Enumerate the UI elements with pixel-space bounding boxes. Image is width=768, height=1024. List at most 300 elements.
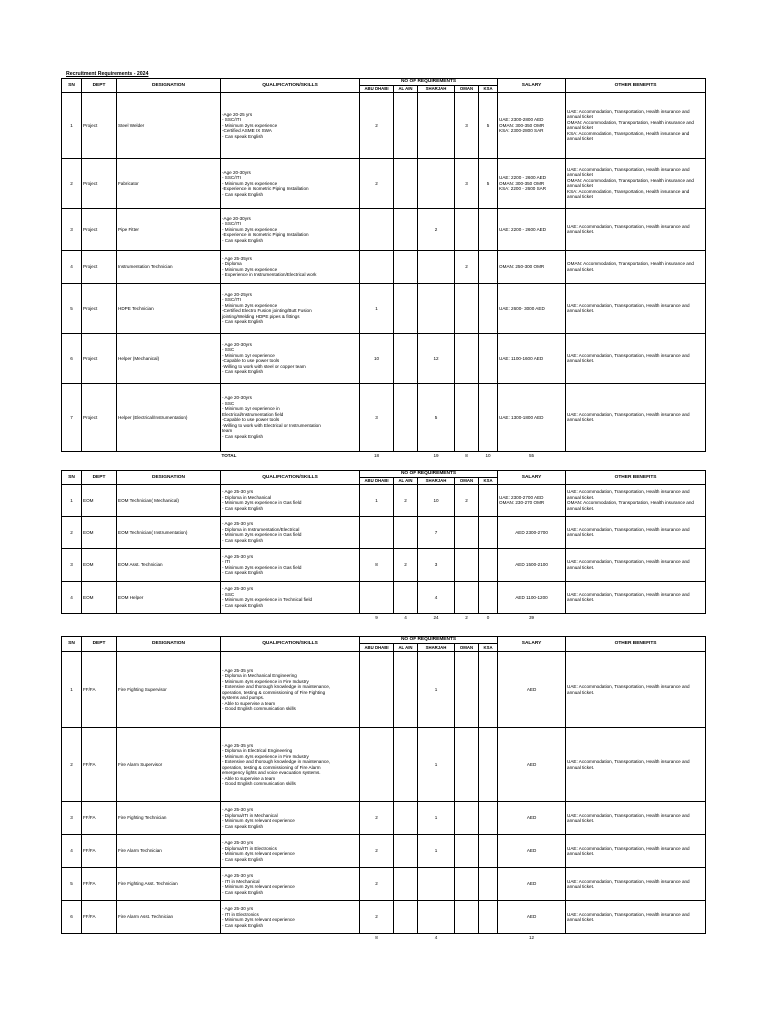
total-spacer [62,451,82,460]
qualification-line: - SSC [222,591,235,597]
qualification-line: - Minimum 2yrs experience [222,266,278,272]
oman-cell [455,548,479,581]
salary-line: UAE: 2200 - 2600 AED [499,175,547,180]
dept-cell: EOM [82,516,117,548]
table-row [62,652,706,728]
benefits-line: UAE: Accommodation, Transportation, Health insurance and annual ticket. [567,223,690,235]
abu-dhabi-cell [360,516,394,548]
table-row [62,283,706,333]
oman-cell [455,516,479,548]
total-ksa: 0 [486,615,490,620]
salary-cell [498,158,566,208]
designation-cell: Fire Alarm Supervisor [117,728,221,802]
salary-line: UAE: 2300-2700 AED [499,494,544,500]
qualification-line: - Can speak English [222,505,264,511]
ksa-cell [479,581,498,613]
total-spacer [82,934,117,943]
qualification-line: - Can speak English [222,889,264,895]
ksa-cell [479,548,498,581]
total-label [221,613,360,622]
benefits-line: UAE: Accommodation, Transportation, Health insurance and annual ticket. [567,812,690,823]
total-spacer [566,934,706,943]
total-sharjah: 4 [434,935,438,941]
total-label [221,934,360,943]
salary-cell [498,548,566,581]
dept-cell: EOM [82,548,117,581]
abu-dhabi-cell: 1 [360,283,394,333]
qualification-line: - SSC/ITI [222,221,241,226]
benefits-cell [566,581,706,613]
header-designation: DESIGNATION [117,637,221,652]
qualification-line: -Age 20-30yrs [222,169,251,175]
header-qualification: QUALIFICATION/SKILLS [221,471,360,485]
sn-cell: 3 [62,548,82,581]
salary-cell [498,92,566,158]
table-row [62,728,706,802]
qualification-line: - Minimum 2yrs relevant experience [222,884,295,889]
abu-dhabi-cell: 2 [360,901,394,934]
sn-cell: 4 [62,835,82,868]
sn-cell: 4 [62,250,82,283]
benefits-cell [566,484,706,516]
salary-line: UAE: 2300-2800 AED [499,117,544,122]
header-benefits: OTHER BENEFITS [566,79,706,93]
qualification-line: systems and pumps. [222,695,265,700]
dept-cell: Project [82,250,117,283]
salary-line: UAE: 2200 - 2600 AED [499,226,547,232]
salary-line: OMAN: 300-350 OMR [499,122,545,128]
qualification-line: - Extensive and thorough knowledge in maintenance, [222,759,331,764]
qualification-line: - Can speak English [222,433,264,439]
table-row [62,581,706,613]
qualification-line: - Good English communication skills [222,706,296,711]
header-requirements: NO OF REQUIREMENTS [360,471,498,478]
sharjah-cell: 1 [418,652,455,728]
qualification-line: - Diploma in Mechanical Engineering [222,673,297,678]
dept-cell: FF/FA [82,901,117,934]
abu-dhabi-cell [360,652,394,728]
salary-line: OMAN: 230-270 OMR [499,500,545,506]
qualification-cell [221,250,360,283]
qualification-line: - Able to supervise a team [222,775,276,781]
salary-line: AED [526,914,537,920]
al-ain-cell: 2 [394,548,418,581]
abu-dhabi-cell [360,250,394,283]
header-salary: SALARY [498,471,566,485]
al-ain-cell [394,835,418,868]
salary-line: AED 2300-2700 [515,529,548,535]
header-ksa: KSA [479,477,498,484]
qualification-line: - Can speak English [222,237,264,243]
salary-cell [498,802,566,835]
salary-cell [498,581,566,613]
salary-cell [498,516,566,548]
qualification-line: - Age 25-35yrs [222,255,252,261]
salary-line: AED [526,686,537,692]
qualification-line: - Minimum 2yrs experience in Gas field [222,564,302,570]
header-abu-dhabi: ABU DHABI [360,644,394,652]
oman-cell [455,333,479,383]
qualification-line: - Age 25-35 yrs [222,742,254,748]
ksa-cell [479,901,498,934]
salary-line: KSA: 2200 - 2600 SAR [499,186,547,191]
oman-cell [455,868,479,901]
sharjah-cell: 1 [418,728,455,802]
dept-cell: FF/FA [82,868,117,901]
benefits-cell [566,383,706,451]
sn-cell: 3 [62,208,82,250]
al-ain-cell [394,868,418,901]
header-al-ain: AL AIN [394,85,418,92]
qualification-line: - ITI in Electronics [222,911,259,917]
salary-cell [498,901,566,934]
salary-cell [498,652,566,728]
header-al-ain: AL AIN [394,644,418,652]
total-salary: 39 [528,615,535,620]
header-abu-dhabi: ABU DHABI [360,85,394,92]
benefits-line: OMAN: Accommodation, Transportation, Health insurance and annual ticket. [567,261,694,272]
qualification-line: - Good English communication skills [222,781,296,786]
sn-cell: 5 [62,868,82,901]
sn-cell: 2 [62,158,82,208]
qualification-line: - Can speak English [222,369,264,375]
dept-cell: Project [82,208,117,250]
oman-cell [455,283,479,333]
designation-cell: Pipe Fitter [117,208,221,250]
benefits-line: UAE: Accommodation, Transportation, Health insurance and annual ticket. [567,878,690,889]
designation-cell: Fire Alarm Technician [117,835,221,868]
qualification-line: operation, testing & commissioning of Fire Alarm [222,764,321,770]
sharjah-cell [418,158,455,208]
table-row [62,158,706,208]
oman-cell: 3 [455,92,479,158]
qualification-line: - Age 25-30 yrs [222,807,254,812]
header-ksa: KSA [479,85,498,92]
header-abu-dhabi: ABU DHABI [360,477,394,484]
qualification-line: - SSC/ITI [222,297,241,303]
designation-cell: Instrumentation Technician [117,250,221,283]
qualification-cell [221,581,360,613]
salary-cell [498,484,566,516]
header-row [62,79,706,86]
qualification-cell [221,901,360,934]
sn-cell: 4 [62,581,82,613]
al-ain-cell [394,92,418,158]
total-label: TOTAL [221,453,237,458]
salary-cell [498,728,566,802]
sharjah-cell: 2 [418,208,455,250]
benefits-line: UAE: Accommodation, Transportation, Health insurance and annual ticket. [567,559,690,570]
benefits-cell [566,901,706,934]
benefits-cell [566,802,706,835]
ksa-cell [479,868,498,901]
abu-dhabi-cell: 1 [360,484,394,516]
total-sharjah: 19 [433,453,439,458]
al-ain-cell [394,652,418,728]
qualification-cell [221,383,360,451]
total-spacer [82,451,117,460]
qualification-line: - Can speak English [222,570,264,576]
total-row [62,934,706,943]
qualification-line: - Experience in Instrumentation/Electrical work [222,272,317,278]
qualification-line: - Minimum 2yrs experience in Technical field [222,597,313,603]
total-spacer [117,613,221,622]
qualification-line: - SSC/ITI [222,175,241,180]
table-row [62,868,706,901]
header-ksa: KSA [479,644,498,652]
qualification-line: jointing/Welding HDPE pipes & fittings [222,313,300,319]
ksa-cell [479,484,498,516]
total-oman: 8 [465,453,468,458]
header-dept: DEPT [82,471,117,485]
total-salary: 12 [528,935,535,941]
table-row [62,383,706,451]
header-dept: DEPT [82,79,117,93]
qualification-line: - Can speak English [222,191,264,197]
total-ksa [479,934,498,943]
oman-cell [455,802,479,835]
qualification-cell [221,92,360,158]
salary-line: AED [526,881,537,887]
header-oman: OMAN [455,477,479,484]
sn-cell: 1 [62,92,82,158]
qualification-line: - Can speak English [222,133,264,139]
header-designation: DESIGNATION [117,471,221,485]
designation-cell: EOM Technician( Mechanical) [117,484,221,516]
qualification-line: Electrical/Instrumentation field [222,411,284,417]
qualification-line: team [222,428,233,434]
dept-cell: Project [82,283,117,333]
qualification-cell [221,283,360,333]
benefits-line: UAE: Accommodation, Transportation, Health insurance and annual ticket. [567,759,690,770]
dept-cell: EOM [82,581,117,613]
header-requirements: NO OF REQUIREMENTS [360,637,498,644]
qualification-line: -Age 20-30yrs [222,215,251,221]
total-spacer [62,613,82,622]
abu-dhabi-cell: 2 [360,802,394,835]
qualification-line: - Minimum 2yrs experience in Gas field [222,500,302,506]
salary-line: KSA: 2300-2800 SAR [499,128,544,133]
header-row [62,637,706,644]
qualification-line: - Minimum 4yrs relevant experience [222,818,295,823]
benefits-line: UAE: Accommodation, Transportation, Health insurance and annual ticket. [567,489,690,500]
qualification-line: - Minimum 2yrs relevant experience [222,917,295,922]
benefits-line: OMAN: Accommodation, Transportation, Health insurance and annual ticket [567,177,694,189]
qualification-line: - SSC/ITI [222,117,241,122]
qualification-line: - Diploma/ITI in Electronics [222,845,277,851]
abu-dhabi-cell: 2 [360,868,394,901]
ksa-cell [479,516,498,548]
qualification-cell [221,868,360,901]
qualification-line: - SSC [222,347,235,353]
abu-dhabi-cell [360,581,394,613]
total-spacer [117,451,221,460]
dept-cell: FF/FA [82,652,117,728]
al-ain-cell [394,581,418,613]
sharjah-cell: 3 [418,548,455,581]
qualification-line: -Capable to use power tools [222,417,280,423]
total-row [62,451,706,460]
designation-cell: Fire Alarm Asst. Technician [117,901,221,934]
header-benefits: OTHER BENEFITS [566,637,706,652]
benefits-line: KSA: Accommodation, Transportation, Health insurance and annual ticket [567,130,690,142]
benefits-line: UAE: Accommodation, Transportation, Health insurance and annual ticket [567,166,690,178]
qualification-line: - Minimum 2yrs experience [222,180,278,186]
oman-cell: 3 [455,158,479,208]
salary-cell [498,333,566,383]
ksa-cell [479,333,498,383]
sn-cell: 2 [62,728,82,802]
designation-cell: Steel Welder [117,92,221,158]
sharjah-cell: 5 [418,383,455,451]
total-abu-dhabi: 9 [375,615,378,620]
designation-cell: Fire Fighting Technician [117,802,221,835]
qualification-line: - Age 25-30 yrs [222,489,254,495]
benefits-line: UAE: Accommodation, Transportation, Health insurance and annual ticket. [567,845,690,856]
salary-line: AED [526,761,537,767]
page-title: Recruitment Requirements - 2024 [66,71,149,77]
oman-cell: 2 [455,250,479,283]
al-ain-cell [394,250,418,283]
table-row [62,835,706,868]
qualification-cell [221,484,360,516]
total-abu-dhabi: 8 [375,935,378,941]
qualification-line: - ITI [222,559,231,565]
qualification-line: - Minimum 2yrs experience in Gas field [222,532,302,538]
sn-cell: 3 [62,802,82,835]
salary-cell [498,283,566,333]
sharjah-cell: 7 [418,516,455,548]
header-oman: OMAN [455,644,479,652]
sharjah-cell [418,92,455,158]
benefits-cell [566,333,706,383]
ksa-cell [479,652,498,728]
salary-line: OMAN: 300-350 OMR [499,180,545,186]
salary-line: AED [526,848,537,854]
al-ain-cell [394,283,418,333]
table-row [62,516,706,548]
oman-cell [455,383,479,451]
ksa-cell: 5 [479,92,498,158]
benefits-line: UAE: Accommodation, Transportation, Health insurance and annual ticket. [567,591,690,603]
qualification-line: - Minimum 4yrs relevant experience [222,851,295,856]
qualification-cell [221,208,360,250]
qualification-cell [221,333,360,383]
total-spacer [62,934,82,943]
designation-cell: Fire Fighting Supervisor [117,652,221,728]
benefits-line: UAE: Accommodation, Transportation, Health insurance and annual ticket. [567,684,690,695]
table-row [62,333,706,383]
sharjah-cell: 4 [418,581,455,613]
qualification-line: -Experience in Isometric Piping Installation [222,186,309,191]
qualification-line: - Age 25-30 yrs [222,521,254,527]
header-dept: DEPT [82,637,117,652]
qualification-line: -Age 20-25 yrs [222,111,253,117]
sharjah-cell: 1 [418,835,455,868]
benefits-cell [566,835,706,868]
requirements-table-project [61,78,706,460]
oman-cell [455,728,479,802]
sharjah-cell: 12 [418,333,455,383]
benefits-cell [566,283,706,333]
abu-dhabi-cell [360,728,394,802]
qualification-line: - Age 25-35 yrs [222,667,254,673]
abu-dhabi-cell: 2 [360,835,394,868]
ksa-cell [479,250,498,283]
qualification-line: -Experience in Isometric Piping Installation [222,232,309,237]
qualification-line: - Diploma [222,261,242,267]
dept-cell: Project [82,158,117,208]
designation-cell: HDPE Technician [117,283,221,333]
qualification-cell [221,548,360,581]
ksa-cell [479,802,498,835]
total-al-ain: 4 [404,615,407,620]
sharjah-cell [418,283,455,333]
qualification-line: - Can speak English [222,537,264,543]
oman-cell: 2 [455,484,479,516]
benefits-line: UAE: Accommodation, Transportation, Health insurance and annual ticket [567,108,690,120]
designation-cell: EOM Helper [117,581,221,613]
qualification-cell [221,835,360,868]
sharjah-cell [418,901,455,934]
qualification-line: - Minimum 2yrs experience [222,302,278,308]
header-sn: SN [62,637,82,652]
benefits-cell [566,208,706,250]
salary-line: UAE: 2600- 3000 AED [499,305,545,311]
qualification-line: - Can speak English [222,319,264,325]
benefits-line: KSA: Accommodation, Transportation, Health insurance and annual ticket [567,188,690,200]
abu-dhabi-cell: 3 [360,383,394,451]
ksa-cell: 5 [479,158,498,208]
al-ain-cell [394,158,418,208]
abu-dhabi-cell [360,208,394,250]
al-ain-cell [394,802,418,835]
oman-cell [455,581,479,613]
designation-cell: EOM Technician( Instrumentation) [117,516,221,548]
sharjah-cell [418,250,455,283]
header-al-ain: AL AIN [394,477,418,484]
benefits-line: UAE: Accommodation, Transportation, Health insurance and annual ticket. [567,411,690,423]
header-sharjah: SHARJAH [418,477,455,484]
sharjah-cell: 10 [418,484,455,516]
qualification-line: - Age 25-30 yrs [222,906,254,911]
benefits-cell [566,250,706,283]
benefits-cell [566,92,706,158]
sn-cell: 2 [62,516,82,548]
qualification-cell [221,158,360,208]
salary-cell [498,208,566,250]
header-sharjah: SHARJAH [418,644,455,652]
al-ain-cell: 2 [394,484,418,516]
benefits-line: OMAN: Accommodation, Transportation, Health insurance and annual ticket. [567,500,694,511]
qualification-line: - Extensive and thorough knowledge in maintenance, [222,684,331,689]
requirements-table-ffa [61,636,706,942]
header-designation: DESIGNATION [117,79,221,93]
sn-cell: 1 [62,652,82,728]
benefits-line: OMAN: Accommodation, Transportation, Health insurance and annual ticket [567,119,694,131]
total-al-ain [394,451,418,460]
qualification-line: - Minimum 2yrs experience [222,122,278,128]
dept-cell: Project [82,333,117,383]
table-row [62,901,706,934]
designation-cell: Helper (Electrical/Instrumentation) [117,383,221,451]
qualification-line: -Capable to use power tools [222,358,280,364]
al-ain-cell [394,516,418,548]
qualification-line: - Age 20-30yrs [222,395,252,401]
qualification-line: -Willing to work with Electrical or Instrumentation [222,422,321,428]
dept-cell: FF/FA [82,802,117,835]
abu-dhabi-cell: 10 [360,333,394,383]
